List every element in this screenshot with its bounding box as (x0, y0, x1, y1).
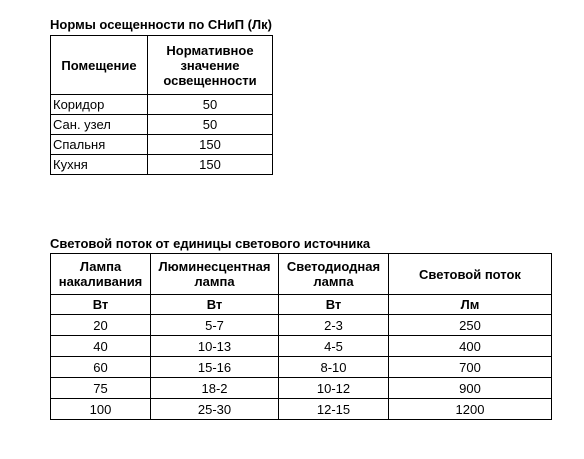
table-header-row (51, 254, 552, 295)
col-fluorescent-header (151, 254, 279, 295)
table-row (51, 155, 273, 175)
table-cell: 4-5 (279, 336, 389, 357)
unit-cell: Вт (279, 295, 389, 315)
col-norm-header (148, 36, 273, 95)
table-row (51, 399, 552, 420)
table-row (51, 357, 552, 378)
header-line: Люминесцентная (158, 259, 271, 274)
table-cell: 250 (389, 315, 552, 336)
table-cell: 15-16 (151, 357, 279, 378)
table-header-row (51, 36, 273, 95)
table-cell: 900 (389, 378, 552, 399)
col-norm-line: Нормативное (166, 42, 254, 58)
table-cell: 100 (51, 399, 151, 420)
table-cell: 400 (389, 336, 552, 357)
table-row (51, 95, 273, 115)
table-row (51, 135, 273, 155)
table-row (51, 378, 552, 399)
illumination-norms-table (50, 35, 273, 175)
table2-title: Световой поток от единицы светового источника (50, 236, 371, 251)
table-cell: 1200 (389, 399, 552, 420)
col-norm-line: значение (180, 57, 240, 73)
table-cell: 20 (51, 315, 151, 336)
table-cell: 10-12 (279, 378, 389, 399)
col-flux-header (389, 254, 552, 295)
norm-cell: 50 (148, 115, 273, 135)
header-line: Световой поток (419, 266, 521, 282)
table-cell: 25-30 (151, 399, 279, 420)
units-row (51, 295, 552, 315)
table-row (51, 336, 552, 357)
table1-title: Нормы осещенности по СНиП (Лк) (50, 17, 272, 32)
table-cell: 5-7 (151, 315, 279, 336)
unit-cell: Лм (389, 295, 552, 315)
norm-cell: 150 (148, 155, 273, 175)
table-cell: 12-15 (279, 399, 389, 420)
room-cell: Спальня (51, 135, 148, 155)
col-led-header (279, 254, 389, 295)
room-cell: Кухня (51, 155, 148, 175)
table-row (51, 315, 552, 336)
table-cell: 40 (51, 336, 151, 357)
col-incandescent-header (51, 254, 151, 295)
table-cell: 18-2 (151, 378, 279, 399)
col-room-header: Помещение (51, 36, 148, 95)
room-cell: Сан. узел (51, 115, 148, 135)
norm-cell: 50 (148, 95, 273, 115)
table-cell: 10-13 (151, 336, 279, 357)
table-cell: 2-3 (279, 315, 389, 336)
table-cell: 700 (389, 357, 552, 378)
table-cell: 75 (51, 378, 151, 399)
luminous-flux-table (50, 253, 552, 420)
unit-cell: Вт (151, 295, 279, 315)
header-line: лампа (313, 274, 354, 289)
col-norm-line: освещенности (163, 72, 257, 88)
header-line: Лампа (79, 259, 122, 274)
table-row (51, 115, 273, 135)
header-line: накаливания (58, 274, 143, 289)
table-cell: 60 (51, 357, 151, 378)
header-line: лампа (194, 274, 235, 289)
table-cell: 8-10 (279, 357, 389, 378)
norm-cell: 150 (148, 135, 273, 155)
room-cell: Коридор (51, 95, 148, 115)
header-line: Светодиодная (286, 259, 381, 274)
unit-cell: Вт (51, 295, 151, 315)
